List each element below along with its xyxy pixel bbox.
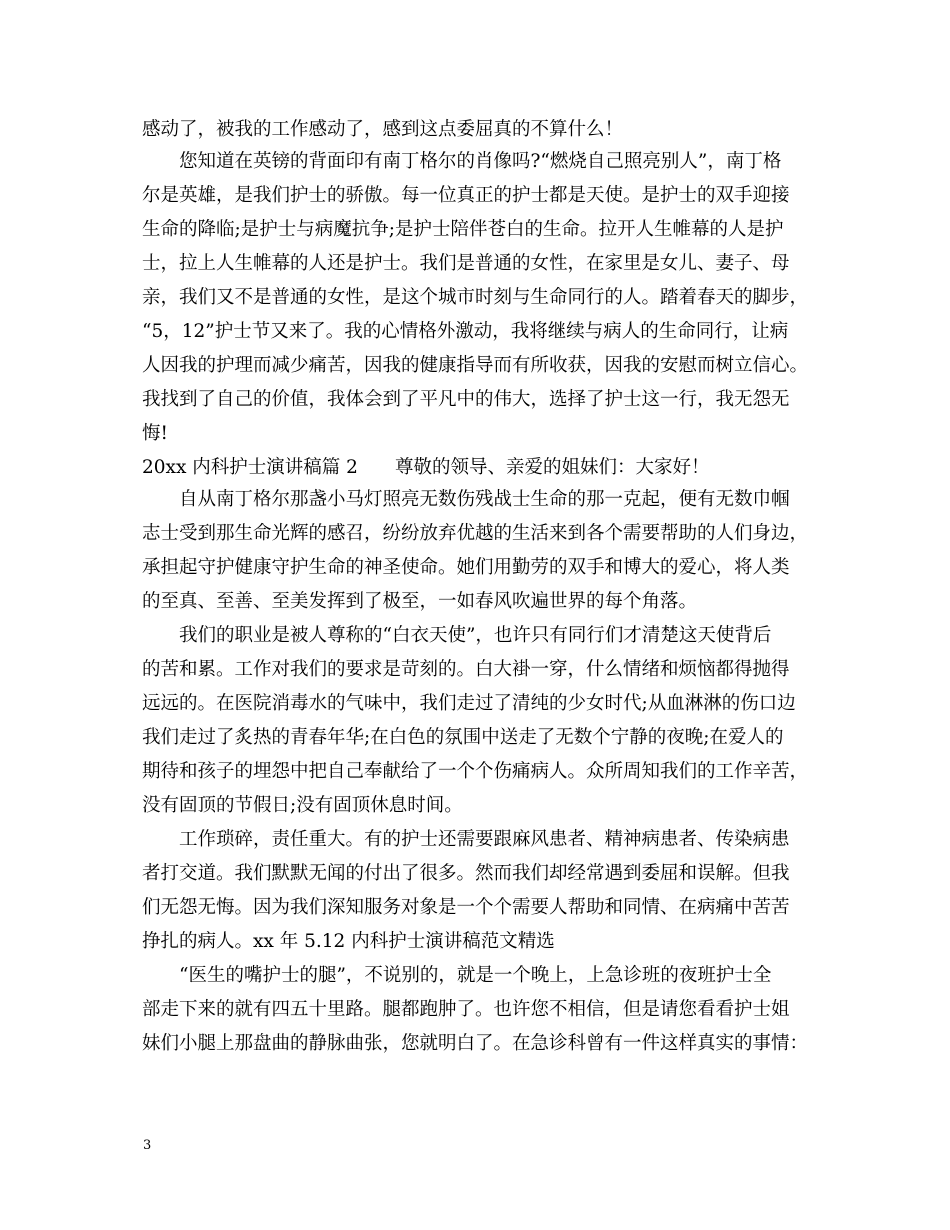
- page-number: 3: [143, 1138, 152, 1153]
- text-line: 悔!: [142, 423, 168, 444]
- text-line: “医生的嘴护士的腿”，不说别的，就是一个晚上，上急诊班的夜班护士全: [179, 965, 772, 986]
- text-line: 我们的职业是被人尊称的“白衣天使”，也许只有同行们才清楚这天使背后: [179, 625, 772, 646]
- text-line: 们无怨无悔。因为我们深知服务对象是一个个需要人帮助和同情、在病痛中苦苦: [142, 897, 790, 918]
- text-line: 远远的。在医院消毒水的气味中，我们走过了清纯的少女时代;从血淋淋的伤口边: [142, 693, 796, 714]
- text-line: 的苦和累。工作对我们的要求是苛刻的。白大褂一穿，什么情绪和烦恼都得抛得: [142, 659, 790, 680]
- text-line: 感动了，被我的工作感动了，感到这点委屈真的不算什么！: [142, 119, 624, 140]
- text-line: 工作琐碎，责任重大。有的护士还需要跟麻风患者、精神病患者、传染病患: [179, 829, 790, 850]
- text-line: 期待和孩子的埋怨中把自己奉献给了一个个伤痛病人。众所周知我们的工作辛苦，: [142, 761, 809, 782]
- text-line: 士，拉上人生帷幕的人还是护士。我们是普通的女性，在家里是女儿、妻子、母: [142, 253, 790, 274]
- text-line: 自从南丁格尔那盏小马灯照亮无数伤残战士生命的那一克起，便有无数巾帼: [179, 489, 790, 510]
- text-line: 承担起守护健康守护生命的神圣使命。她们用勤劳的双手和博大的爱心，将人类: [142, 557, 790, 578]
- text-line: 部走下来的就有四五十里路。腿都跑肿了。也许您不相信，但是请您看看护士姐: [142, 999, 790, 1020]
- text-line: 人因我的护理而减少痛苦，因我的健康指导而有所收获，因我的安慰而树立信心。: [142, 355, 809, 376]
- text-line: 我找到了自己的价值，我体会到了平凡中的伟大，选择了护士这一行，我无怨无: [142, 389, 790, 410]
- text-line: 亲，我们又不是普通的女性，是这个城市时刻与生命同行的人。踏着春天的脚步，: [142, 287, 809, 308]
- text-line: 挣扎的病人。xx 年 5.12 内科护士演讲稿范文精选: [142, 931, 555, 952]
- text-line: 您知道在英镑的背面印有南丁格尔的肖像吗?“燃烧自己照亮别人”，南丁格: [179, 151, 782, 172]
- text-line: 妹们小腿上那盘曲的静脉曲张，您就明白了。在急诊科曾有一件这样真实的事情：: [142, 1033, 809, 1054]
- text-line: 生命的降临;是护士与病魔抗争;是护士陪伴苍白的生命。拉开人生帷幕的人是护: [142, 219, 784, 240]
- section-heading: 20xx 内科护士演讲稿篇 2 尊敬的领导、亲爱的姐妹们：大家好！: [142, 457, 710, 478]
- text-line: 我们走过了炙热的青春年华;在白色的氛围中送走了无数个宁静的夜晚;在爱人的: [142, 727, 784, 748]
- text-line: “5，12”护士节又来了。我的心情格外激动，我将继续与病人的生命同行，让病: [142, 321, 789, 342]
- text-line: 的至真、至善、至美发挥到了极至，一如春风吹遍世界的每个角落。: [142, 591, 698, 612]
- text-line: 没有固顶的节假日;没有固顶休息时间。: [142, 795, 463, 816]
- text-line: 尔是英雄，是我们护士的骄傲。每一位真正的护士都是天使。是护士的双手迎接: [142, 185, 790, 206]
- text-line: 者打交道。我们默默无闻的付出了很多。然而我们却经常遇到委屈和误解。但我: [142, 863, 790, 884]
- text-line: 志士受到那生命光辉的感召，纷纷放弃优越的生活来到各个需要帮助的人们身边，: [142, 523, 809, 544]
